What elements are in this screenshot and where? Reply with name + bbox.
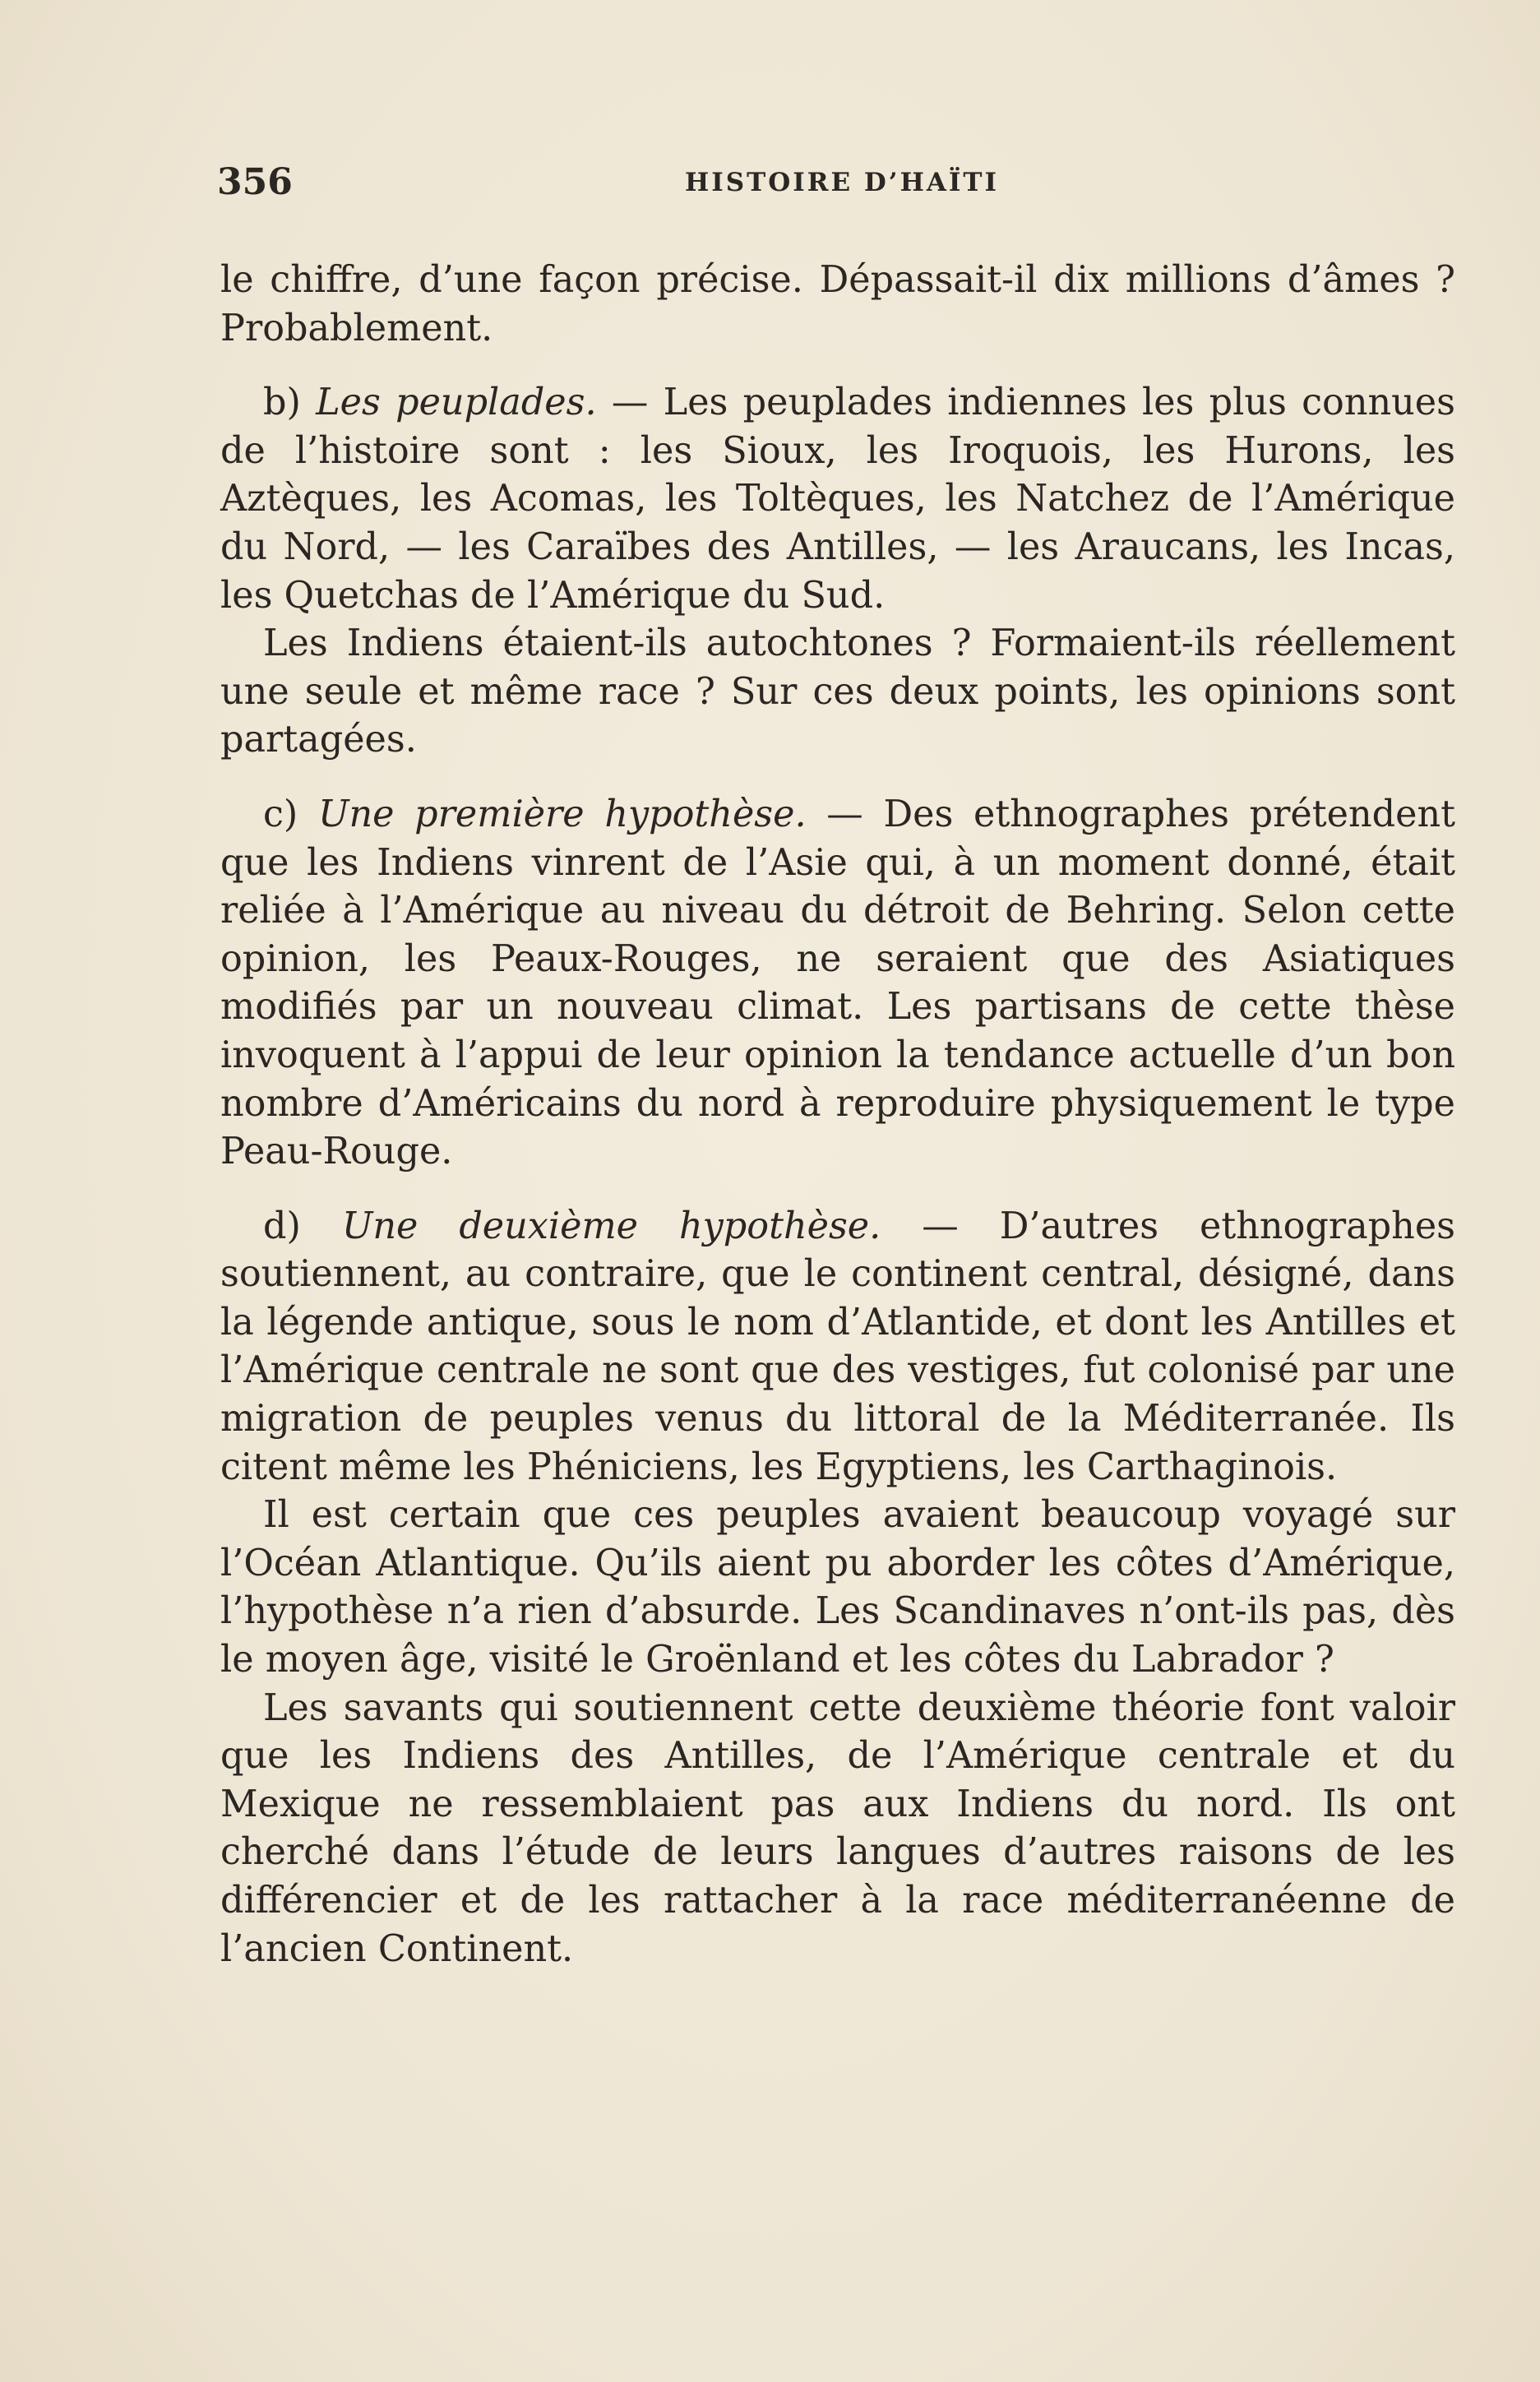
section-label: b) bbox=[263, 382, 317, 424]
section-title: Une première hypothèse. bbox=[317, 793, 807, 835]
paragraph-continuation bbox=[220, 257, 1455, 353]
paragraph-autochtones bbox=[220, 620, 1455, 765]
body-text bbox=[220, 257, 1455, 1973]
paragraph-savants bbox=[220, 1685, 1455, 1974]
section-title: Les peuplades. bbox=[316, 382, 597, 424]
page-number: 356 bbox=[217, 161, 293, 203]
section-label: c) bbox=[263, 793, 318, 835]
paragraph-text: — Les peuplades indiennes les plus connues de l’histoire sont : les Sioux, les Iroquois, les Hurons, les Aztèques, les Acomas, les Toltèques, les Natchez de l’Amérique du Nord, — les Caraïbes des Antilles, — les Araucans, les Incas, les Quetchas de l’Amérique du Sud. bbox=[220, 382, 1455, 617]
section-d-deuxieme-hypothese bbox=[220, 1203, 1455, 1492]
section-label: d) bbox=[263, 1205, 342, 1247]
page-header bbox=[217, 161, 1467, 214]
paragraph-text: — D’autres ethnographes soutiennent, au contraire, que le continent central, désigné, dans la légende antique, sous le nom d’Atlantide, et dont les Antilles et l’Amérique centrale ne sont que des vestiges, fut colonisé par une migration de peuples venus du littoral de la Méditerranée. Ils citent même les Phéniciens, les Egyptiens, les Carthaginois. bbox=[220, 1205, 1455, 1488]
paragraph-text: Les savants qui soutiennent cette deuxième théorie font valoir que les Indiens des Antilles, de l’Amérique centrale et du Mexique ne ressemblaient pas aux Indiens du nord. Ils ont cherché dans l’étude de leurs langues d’autres raisons de les différencier et de les rattacher à la race méditerranéenne de l’ancien Continent. bbox=[220, 1686, 1455, 1970]
running-title: HISTOIRE D’HAÏTI bbox=[684, 168, 1000, 197]
section-title: Une deuxième hypothèse. bbox=[341, 1205, 881, 1247]
paragraph-text: le chiffre, d’une façon précise. Dépassait-il dix millions d’âmes ? Probablement. bbox=[220, 259, 1455, 349]
section-b-les-peuplades bbox=[220, 379, 1455, 620]
section-c-premiere-hypothese bbox=[220, 791, 1455, 1177]
paragraph-text: Il est certain que ces peuples avaient beaucoup voyagé sur l’Océan Atlantique. Qu’ils aient pu aborder les côtes d’Amérique, l’hypothèse n’a rien d’absurde. Les Scandinaves n’ont-ils pas, dès le moyen âge, visité le Groënland et les côtes du Labrador ? bbox=[220, 1494, 1455, 1681]
paragraph-text: — Des ethnographes prétendent que les Indiens vinrent de l’Asie qui, à un moment donné, était reliée à l’Amérique au niveau du détroit de Behring. Selon cette opinion, les Peaux-Rouges, ne seraient que des Asiatiques modifiés par un nouveau climat. Les partisans de cette thèse invoquent à l’appui de leur opinion la tendance actuelle d’un bon nombre d’Américains du nord à reproduire physiquement le type Peau-Rouge. bbox=[220, 793, 1455, 1173]
paragraph-peuples-voyages bbox=[220, 1492, 1455, 1684]
paragraph-text: Les Indiens étaient-ils autochtones ? Formaient-ils réellement une seule et même race ? Sur ces deux points, les opinions sont partagées. bbox=[220, 622, 1455, 761]
